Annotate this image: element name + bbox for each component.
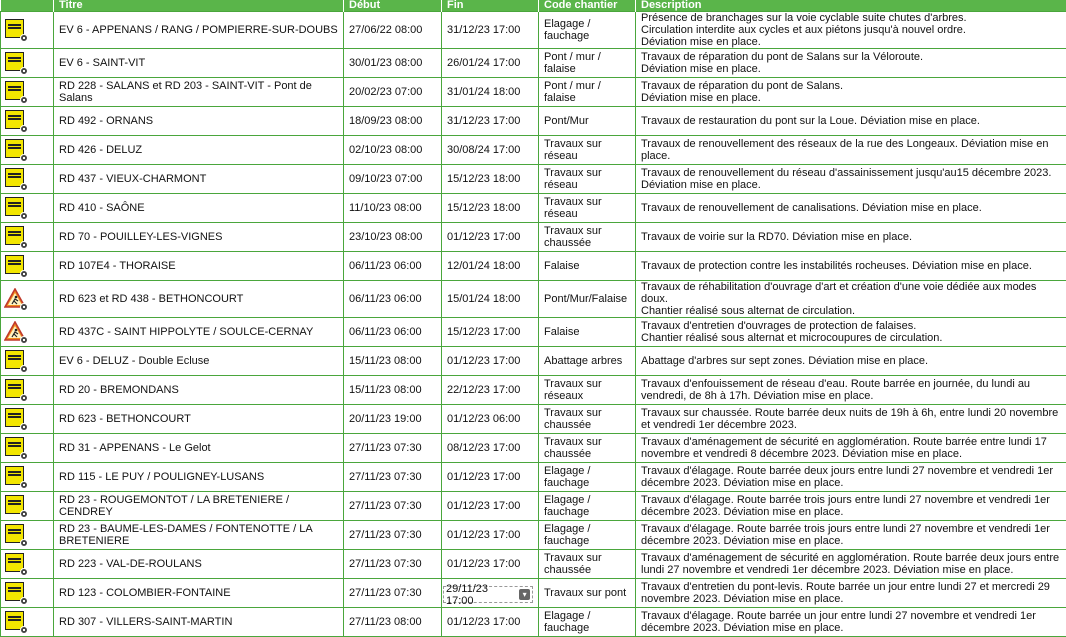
description-line: Abattage d'arbres sur sept zones. Déviation mise en place. <box>641 355 1061 367</box>
table-row[interactable] <box>1 550 1066 579</box>
row-icon-cell <box>1 281 54 318</box>
info-badge-icon <box>20 303 28 311</box>
description-line: Travaux de renouvellement de canalisations. Déviation mise en place. <box>641 202 1061 214</box>
row-titre: EV 6 - DELUZ - Double Ecluse <box>54 347 344 376</box>
description-line: Déviation mise en place. <box>641 63 1061 75</box>
header-fin[interactable]: Fin <box>442 0 539 12</box>
row-fin: 01/12/23 17:00 <box>442 347 539 376</box>
row-titre: RD 623 - BETHONCOURT <box>54 405 344 434</box>
description-line: Travaux de voirie sur la RD70. Déviation mise en place. <box>641 231 1061 243</box>
info-badge-icon <box>20 241 28 249</box>
row-icon-cell <box>1 136 54 165</box>
row-fin: 15/12/23 18:00 <box>442 165 539 194</box>
description-line: Circulation interdite aux cycles et aux piétons jusqu'à nouvel ordre. <box>641 24 1061 36</box>
row-titre: RD 115 - LE PUY / POULIGNEY-LUSANS <box>54 463 344 492</box>
table-row[interactable] <box>1 252 1066 281</box>
row-code-chantier: Elagage / fauchage <box>539 521 636 550</box>
row-titre: EV 6 - SAINT-VIT <box>54 49 344 78</box>
row-code-chantier: Travaux sur chaussée <box>539 405 636 434</box>
description-line: Travaux sur chaussée. Route barrée deux nuits de 19h à 6h, entre lundi 20 novembre et vendredi 1er décembre 2023. <box>641 407 1061 431</box>
route-barree-sign-icon <box>4 465 28 489</box>
row-debut: 27/11/23 07:30 <box>344 434 442 463</box>
row-icon-cell <box>1 376 54 405</box>
row-description <box>636 194 1066 223</box>
route-barree-sign-icon <box>4 138 28 162</box>
row-description <box>636 165 1066 194</box>
description-line: Déviation mise en place. <box>641 92 1061 104</box>
row-description <box>636 463 1066 492</box>
row-code-chantier: Travaux sur chaussée <box>539 434 636 463</box>
description-line: Déviation mise en place. <box>641 179 1061 191</box>
route-barree-sign-icon <box>4 552 28 576</box>
description-line: Présence de branchages sur la voie cyclable suite chutes d'arbres. <box>641 12 1061 24</box>
description-line: Travaux de réhabilitation d'ouvrage d'art et création d'une voie dédiée aux modes doux. <box>641 281 1061 305</box>
table-row[interactable] <box>1 136 1066 165</box>
description-line: Travaux d'élagage. Route barrée deux jours entre lundi 27 novembre et vendredi 1er décembre 2023. Déviation mise en place. <box>641 465 1061 489</box>
route-barree-sign-icon <box>4 51 28 75</box>
route-barree-sign-icon <box>4 523 28 547</box>
row-titre: RD 437C - SAINT HIPPOLYTE / SOULCE-CERNAY <box>54 318 344 347</box>
row-debut: 30/01/23 08:00 <box>344 49 442 78</box>
row-titre: RD 410 - SAÔNE <box>54 194 344 223</box>
row-code-chantier: Travaux sur réseau <box>539 136 636 165</box>
row-description <box>636 78 1066 107</box>
info-badge-icon <box>20 212 28 220</box>
table-row[interactable] <box>1 579 1066 608</box>
info-badge-icon <box>20 67 28 75</box>
row-icon-cell <box>1 608 54 637</box>
row-debut: 02/10/23 08:00 <box>344 136 442 165</box>
table-row[interactable] <box>1 521 1066 550</box>
route-barree-sign-icon <box>4 581 28 605</box>
row-debut: 27/11/23 07:30 <box>344 463 442 492</box>
row-debut: 27/11/23 08:00 <box>344 608 442 637</box>
row-titre: RD 20 - BREMONDANS <box>54 376 344 405</box>
header-description[interactable]: Description <box>636 0 1066 12</box>
table-body <box>1 12 1066 637</box>
route-barree-sign-icon <box>4 407 28 431</box>
row-code-chantier: Elagage / fauchage <box>539 492 636 521</box>
row-fin: 12/01/24 18:00 <box>442 252 539 281</box>
row-icon-cell <box>1 550 54 579</box>
chevron-down-icon[interactable]: ▾ <box>519 589 530 600</box>
row-titre: RD 426 - DELUZ <box>54 136 344 165</box>
row-code-chantier: Travaux sur réseau <box>539 165 636 194</box>
row-icon-cell <box>1 223 54 252</box>
info-badge-icon <box>20 394 28 402</box>
description-line: Travaux d'aménagement de sécurité en agglomération. Route barrée deux jours entre lundi 27 novembre et vendredi 1er décembre 2023. Déviation mise en place. <box>641 552 1061 576</box>
row-debut: 27/06/22 08:00 <box>344 12 442 49</box>
info-badge-icon <box>20 481 28 489</box>
info-badge-icon <box>20 125 28 133</box>
row-fin: 31/01/24 18:00 <box>442 78 539 107</box>
row-description <box>636 12 1066 49</box>
row-titre: EV 6 - APPENANS / RANG / POMPIERRE-SUR-DOUBS <box>54 12 344 49</box>
table-row[interactable] <box>1 78 1066 107</box>
row-debut: 11/10/23 08:00 <box>344 194 442 223</box>
row-debut: 27/11/23 07:30 <box>344 550 442 579</box>
table-row[interactable] <box>1 107 1066 136</box>
roadworks-sign-icon <box>4 287 28 311</box>
info-badge-icon <box>20 626 28 634</box>
row-fin: 15/12/23 17:00 <box>442 318 539 347</box>
route-barree-sign-icon <box>4 196 28 220</box>
table-row[interactable] <box>1 376 1066 405</box>
row-debut: 27/11/23 07:30 <box>344 521 442 550</box>
table-row[interactable] <box>1 281 1066 318</box>
description-line: Travaux de réparation du pont de Salans sur la Véloroute. <box>641 51 1061 63</box>
table-row[interactable] <box>1 608 1066 637</box>
table-row[interactable] <box>1 318 1066 347</box>
info-badge-icon <box>20 270 28 278</box>
row-description <box>636 281 1066 318</box>
row-code-chantier: Pont / mur / falaise <box>539 49 636 78</box>
description-line: Chantier réalisé sous alternat et microcoupures de circulation. <box>641 332 1061 344</box>
row-description <box>636 550 1066 579</box>
info-badge-icon <box>20 365 28 373</box>
fin-date-value: 29/11/23 17:00 <box>446 583 516 607</box>
info-badge-icon <box>20 96 28 104</box>
info-badge-icon <box>20 336 28 344</box>
route-barree-sign-icon <box>4 80 28 104</box>
row-debut: 15/11/23 08:00 <box>344 347 442 376</box>
row-fin: 08/12/23 17:00 <box>442 434 539 463</box>
row-code-chantier: Travaux sur chaussée <box>539 223 636 252</box>
row-icon-cell <box>1 434 54 463</box>
row-fin: 30/08/24 17:00 <box>442 136 539 165</box>
row-titre: RD 223 - VAL-DE-ROULANS <box>54 550 344 579</box>
row-titre: RD 107E4 - THORAISE <box>54 252 344 281</box>
row-description <box>636 608 1066 637</box>
row-fin: 01/12/23 06:00 <box>442 405 539 434</box>
row-icon-cell <box>1 49 54 78</box>
row-code-chantier: Falaise <box>539 318 636 347</box>
row-debut: 09/10/23 07:00 <box>344 165 442 194</box>
row-debut: 20/02/23 07:00 <box>344 78 442 107</box>
row-fin: 01/12/23 17:00 <box>442 550 539 579</box>
description-line: Travaux d'élagage. Route barrée trois jours entre lundi 27 novembre et vendredi 1er décembre 2023. Déviation mise en place. <box>641 494 1061 518</box>
row-debut: 15/11/23 08:00 <box>344 376 442 405</box>
description-line: Travaux d'entretien d'ouvrages de protection de falaises. <box>641 320 1061 332</box>
info-badge-icon <box>20 154 28 162</box>
row-icon-cell <box>1 78 54 107</box>
row-icon-cell <box>1 252 54 281</box>
row-titre: RD 228 - SALANS et RD 203 - SAINT-VIT - Pont de Salans <box>54 78 344 107</box>
info-badge-icon <box>20 597 28 605</box>
row-code-chantier: Travaux sur réseaux <box>539 376 636 405</box>
row-fin: 01/12/23 17:00 <box>442 463 539 492</box>
row-code-chantier: Pont/Mur/Falaise <box>539 281 636 318</box>
table-row[interactable] <box>1 194 1066 223</box>
route-barree-sign-icon <box>4 254 28 278</box>
row-description <box>636 434 1066 463</box>
route-barree-sign-icon <box>4 349 28 373</box>
row-titre: RD 437 - VIEUX-CHARMONT <box>54 165 344 194</box>
route-barree-sign-icon <box>4 109 28 133</box>
row-fin: 31/12/23 17:00 <box>442 12 539 49</box>
row-description <box>636 49 1066 78</box>
info-badge-icon <box>20 510 28 518</box>
info-badge-icon <box>20 568 28 576</box>
description-line: Travaux d'enfouissement de réseau d'eau. Route barrée en journée, du lundi au vendredi, de 8h à 17h. Déviation mise en place. <box>641 378 1061 402</box>
description-line: Chantier réalisé sous alternat de circulation. <box>641 305 1061 317</box>
row-code-chantier: Travaux sur pont <box>539 579 636 608</box>
header-row <box>1 0 1066 12</box>
row-titre: RD 31 - APPENANS - Le Gelot <box>54 434 344 463</box>
description-line: Travaux de réparation du pont de Salans. <box>641 80 1061 92</box>
header-code[interactable]: Code chantier <box>539 0 636 12</box>
table-row[interactable] <box>1 492 1066 521</box>
row-icon-cell <box>1 107 54 136</box>
table-row[interactable] <box>1 347 1066 376</box>
row-debut: 20/11/23 19:00 <box>344 405 442 434</box>
row-description <box>636 318 1066 347</box>
description-line: Travaux d'élagage. Route barrée trois jours entre lundi 27 novembre et vendredi 1er décembre 2023. Déviation mise en place. <box>641 523 1061 547</box>
row-code-chantier: Pont / mur / falaise <box>539 78 636 107</box>
row-fin: 01/12/23 17:00 <box>442 223 539 252</box>
row-code-chantier: Falaise <box>539 252 636 281</box>
table-row[interactable] <box>1 463 1066 492</box>
description-line: Déviation mise en place. <box>641 36 1061 48</box>
table-row[interactable] <box>1 12 1066 49</box>
row-description <box>636 376 1066 405</box>
header-debut[interactable]: Début <box>344 0 442 12</box>
header-icon <box>1 0 54 12</box>
row-icon-cell <box>1 12 54 49</box>
row-fin: 31/12/23 17:00 <box>442 107 539 136</box>
route-barree-sign-icon <box>4 610 28 634</box>
row-code-chantier: Elagage / fauchage <box>539 608 636 637</box>
row-titre: RD 23 - ROUGEMONTOT / LA BRETENIERE / CENDREY <box>54 492 344 521</box>
row-description <box>636 136 1066 165</box>
row-description <box>636 107 1066 136</box>
row-fin <box>442 579 539 608</box>
table-row[interactable] <box>1 405 1066 434</box>
row-titre: RD 23 - BAUME-LES-DAMES / FONTENOTTE / LA BRETENIERE <box>54 521 344 550</box>
description-line: Travaux de renouvellement du réseau d'assainissement jusqu'au15 décembre 2023. <box>641 167 1061 179</box>
row-icon-cell <box>1 579 54 608</box>
row-code-chantier: Travaux sur réseau <box>539 194 636 223</box>
row-code-chantier: Elagage / fauchage <box>539 12 636 49</box>
info-badge-icon <box>20 183 28 191</box>
row-titre: RD 492 - ORNANS <box>54 107 344 136</box>
header-titre[interactable]: Titre <box>54 0 344 12</box>
row-fin: 22/12/23 17:00 <box>442 376 539 405</box>
row-description <box>636 521 1066 550</box>
description-line: Travaux de renouvellement des réseaux de la rue des Longeaux. Déviation mise en place. <box>641 138 1061 162</box>
roadworks-sign-icon <box>4 320 28 344</box>
route-barree-sign-icon <box>4 225 28 249</box>
row-fin: 01/12/23 17:00 <box>442 492 539 521</box>
row-icon-cell <box>1 347 54 376</box>
info-badge-icon <box>20 34 28 42</box>
info-badge-icon <box>20 539 28 547</box>
route-barree-sign-icon <box>4 18 28 42</box>
row-debut: 27/11/23 07:30 <box>344 579 442 608</box>
row-description <box>636 579 1066 608</box>
description-line: Travaux de protection contre les instabilités rocheuses. Déviation mise en place. <box>641 260 1061 272</box>
description-line: Travaux de restauration du pont sur la Loue. Déviation mise en place. <box>641 115 1061 127</box>
row-debut: 23/10/23 08:00 <box>344 223 442 252</box>
row-fin: 15/12/23 18:00 <box>442 194 539 223</box>
row-fin: 15/01/24 18:00 <box>442 281 539 318</box>
row-debut: 27/11/23 07:30 <box>344 492 442 521</box>
route-barree-sign-icon <box>4 378 28 402</box>
row-icon-cell <box>1 521 54 550</box>
row-debut: 06/11/23 06:00 <box>344 318 442 347</box>
row-icon-cell <box>1 165 54 194</box>
row-titre: RD 623 et RD 438 - BETHONCOURT <box>54 281 344 318</box>
fin-date-select[interactable] <box>443 586 533 603</box>
row-description <box>636 492 1066 521</box>
description-line: Travaux d'élagage. Route barrée un jour entre lundi 27 novembre et vendredi 1er décembre 2023. Déviation mise en place. <box>641 610 1061 634</box>
row-titre: RD 123 - COLOMBIER-FONTAINE <box>54 579 344 608</box>
row-icon-cell <box>1 463 54 492</box>
table-row[interactable] <box>1 223 1066 252</box>
info-badge-icon <box>20 452 28 460</box>
route-barree-sign-icon <box>4 167 28 191</box>
row-description <box>636 252 1066 281</box>
row-code-chantier: Elagage / fauchage <box>539 463 636 492</box>
info-badge-icon <box>20 423 28 431</box>
row-fin: 26/01/24 17:00 <box>442 49 539 78</box>
row-code-chantier: Abattage arbres <box>539 347 636 376</box>
route-barree-sign-icon <box>4 436 28 460</box>
row-icon-cell <box>1 405 54 434</box>
route-barree-sign-icon <box>4 494 28 518</box>
description-line: Travaux d'aménagement de sécurité en agglomération. Route barrée entre lundi 17 novembre et vendredi 8 décembre 2023. Déviation mise en place. <box>641 436 1061 460</box>
row-fin: 01/12/23 17:00 <box>442 608 539 637</box>
row-description <box>636 347 1066 376</box>
row-description <box>636 405 1066 434</box>
row-debut: 18/09/23 08:00 <box>344 107 442 136</box>
row-icon-cell <box>1 492 54 521</box>
row-titre: RD 70 - POUILLEY-LES-VIGNES <box>54 223 344 252</box>
row-code-chantier: Pont/Mur <box>539 107 636 136</box>
row-code-chantier: Travaux sur chaussée <box>539 550 636 579</box>
row-debut: 06/11/23 06:00 <box>344 252 442 281</box>
table-row[interactable] <box>1 49 1066 78</box>
row-titre: RD 307 - VILLERS-SAINT-MARTIN <box>54 608 344 637</box>
row-description <box>636 223 1066 252</box>
row-fin: 01/12/23 17:00 <box>442 521 539 550</box>
row-icon-cell <box>1 194 54 223</box>
table-row[interactable] <box>1 165 1066 194</box>
row-icon-cell <box>1 318 54 347</box>
description-line: Travaux d'entretien du pont-levis. Route barrée un jour entre lundi 27 et mercredi 29 novembre 2023. Déviation mise en place. <box>641 581 1061 605</box>
row-debut: 06/11/23 06:00 <box>344 281 442 318</box>
table-row[interactable] <box>1 434 1066 463</box>
